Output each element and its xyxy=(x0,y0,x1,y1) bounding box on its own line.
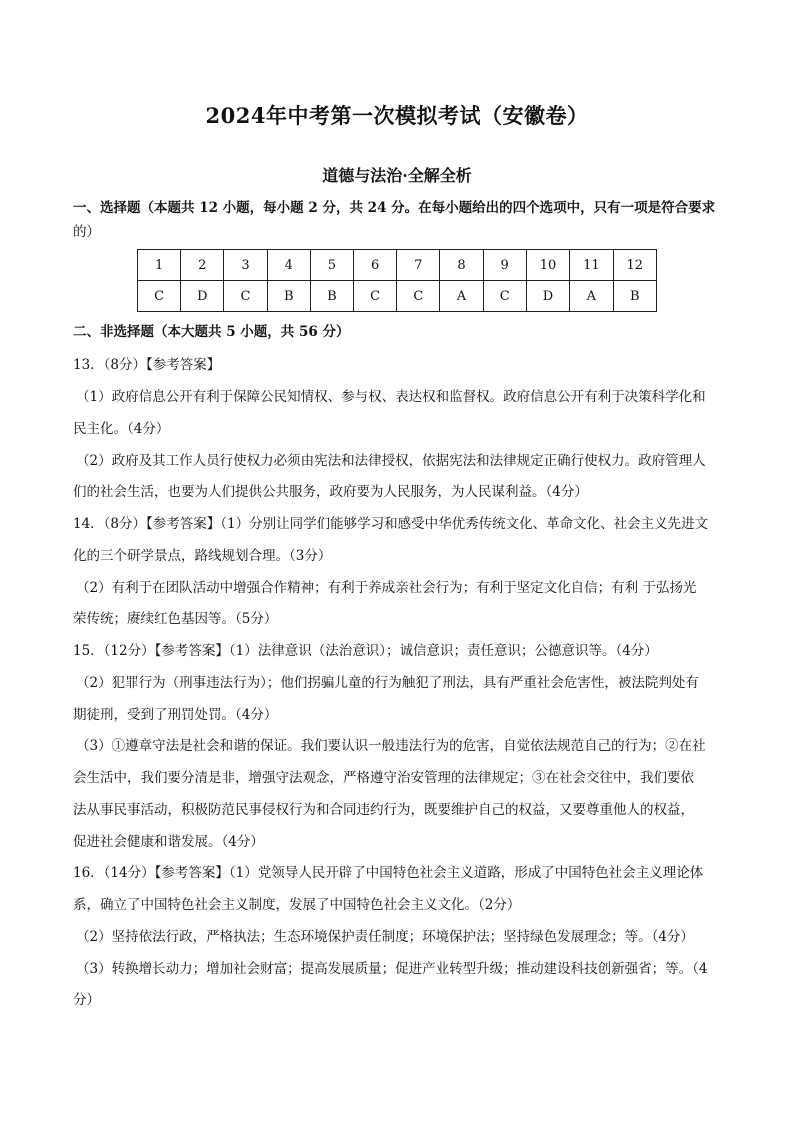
answer-line: （2）犯罪行为（刑事违法行为）；他们拐骗儿童的行为触犯了刑法，具有严重社会危害性，被法院判处有 xyxy=(76,675,699,691)
answer-cell: A xyxy=(440,281,483,312)
answer-table-answer-row xyxy=(138,281,657,312)
answer-cell: C xyxy=(138,281,181,312)
answer-cell: C xyxy=(224,281,267,312)
answer-table-number-row xyxy=(138,250,657,281)
answer-cell: C xyxy=(397,281,440,312)
section1-heading-text: 一、选择题（本题共 12 小题，每小题 2 分，共 24 分。在每小题给出的四个选项中，只有一项是符合要求 xyxy=(73,200,716,216)
answer-cell: D xyxy=(181,281,224,312)
question-number: 12 xyxy=(613,250,656,281)
answer-table xyxy=(137,249,657,312)
answer-line: 期徒刑，受到了刑罚处罚。（4分） xyxy=(73,707,278,723)
answer-line: 民主化。（4分） xyxy=(73,421,170,437)
answer-line: 促进社会健康和谐发展。（4分） xyxy=(73,834,264,850)
section1-heading-continued: 的） xyxy=(73,224,100,240)
answer-line: （1）政府信息公开有利于保障公民知情权、参与权、表达权和监督权。政府信息公开有利于决策科学化和 xyxy=(76,389,706,405)
answer-line: （3）①遵章守法是社会和谐的保证。我们要认识一般违法行为的危害，自觉依法规范自己的行为；②在社 xyxy=(76,738,706,754)
answer-cell: B xyxy=(613,281,656,312)
answer-cell: D xyxy=(526,281,569,312)
question-number: 1 xyxy=(138,250,181,281)
answer-line: 13．（8分）【参考答案】 xyxy=(73,357,221,373)
answer-line: 会生活中，我们要分清是非，增强守法观念，严格遵守治安管理的法律规定；③在社会交往中，我们要依 xyxy=(73,770,694,786)
answer-line: 14．（8分）【参考答案】（1）分别让同学们能够学习和感受中华优秀传统文化、革命文化、社会主义先进文 xyxy=(73,516,709,532)
answer-cell: B xyxy=(267,281,310,312)
question-number: 9 xyxy=(483,250,526,281)
question-number: 6 xyxy=(354,250,397,281)
answer-line: （2）坚持依法行政，严格执法；生态环境保护责任制度；环境保护法；坚持绿色发展理念；等。（4分） xyxy=(76,929,694,945)
question-number: 10 xyxy=(526,250,569,281)
question-number: 2 xyxy=(181,250,224,281)
answer-line: （2）有利于在团队活动中增强合作精神；有利于养成亲社会行为；有利于坚定文化自信；有利 于弘扬光 xyxy=(76,580,697,596)
answer-cell: C xyxy=(483,281,526,312)
answer-cell: C xyxy=(354,281,397,312)
question-number: 4 xyxy=(267,250,310,281)
answer-line: 化的三个研学景点，路线规划合理。（3分） xyxy=(73,548,332,564)
answer-line: 系，确立了中国特色社会主义制度，发展了中国特色社会主义文化。（2分） xyxy=(73,897,521,913)
question-number: 11 xyxy=(570,250,613,281)
answer-line: 分） xyxy=(73,992,100,1008)
question-number: 7 xyxy=(397,250,440,281)
question-number: 8 xyxy=(440,250,483,281)
section1-heading xyxy=(73,199,723,217)
section2-heading-text: 二、非选择题（本大题共 5 小题，共 56 分） xyxy=(73,324,350,340)
answer-line: （2）政府及其工作人员行使权力必须由宪法和法律授权，依据宪法和法律规定正确行使权力。政府管理人 xyxy=(76,453,706,469)
question-number: 5 xyxy=(310,250,353,281)
answer-line: 15．（12分）【参考答案】（1）法律意识（法治意识）；诚信意识；责任意识；公德意识等。（4分） xyxy=(73,643,658,659)
section2-heading xyxy=(73,323,723,341)
answer-line: （3）转换增长动力；增加社会财富；提高发展质量；促进产业转型升级；推动建设科技创新强省；等。（4 xyxy=(76,961,708,977)
page-title: 2024年中考第一次模拟考试（安徽卷） xyxy=(205,103,589,128)
answer-cell: B xyxy=(310,281,353,312)
answer-cell: A xyxy=(570,281,613,312)
answer-line: 们的社会生活，也要为人们提供公共服务，政府要为人民服务，为人民谋利益。（4分） xyxy=(73,484,588,500)
page-subtitle: 道德与法治·全解全析 xyxy=(322,166,472,185)
question-number: 3 xyxy=(224,250,267,281)
answer-line: 法从事民事活动，积极防范民事侵权行为和合同违约行为，既要维护自己的权益，又要尊重他人的权益， xyxy=(73,802,694,818)
answer-line: 荣传统；赓续红色基因等。（5分） xyxy=(73,611,278,627)
answer-line: 16．（14分）【参考答案】（1）党领导人民开辟了中国特色社会主义道路，形成了中国特色社会主义理论体 xyxy=(73,865,704,881)
